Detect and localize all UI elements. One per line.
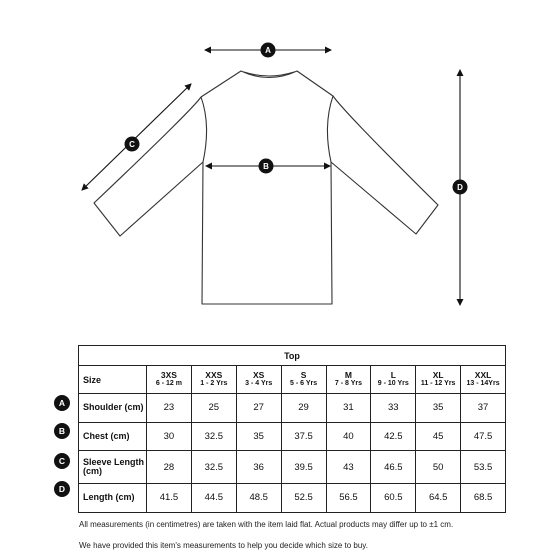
- table-cell: 43: [326, 451, 371, 484]
- size-age: 5 - 6 Yrs: [290, 380, 318, 388]
- table-cell: 28: [147, 451, 192, 484]
- size-col-header: [416, 366, 461, 394]
- row-label: Shoulder (cm): [79, 394, 147, 423]
- measure-d-length: [453, 70, 468, 305]
- table-cell: 33: [371, 394, 416, 423]
- long-sleeve-top-outline: [94, 71, 438, 304]
- table-cell: 29: [281, 394, 326, 423]
- table-cell: 47.5: [461, 422, 506, 451]
- table-cell: 64.5: [416, 484, 461, 513]
- size-age: 13 - 14Yrs: [466, 380, 500, 388]
- marker-c-label: C: [129, 140, 135, 149]
- table-cell: 39.5: [281, 451, 326, 484]
- row-label: Chest (cm): [79, 422, 147, 451]
- table-cell: 23: [147, 394, 192, 423]
- size-chart-table: [78, 345, 506, 513]
- size-name: L: [390, 370, 396, 381]
- table-cell: 40: [326, 422, 371, 451]
- table-cell: 30: [147, 422, 192, 451]
- size-header-row: [79, 366, 506, 394]
- row-shoulder: [79, 394, 506, 423]
- table-cell: 37.5: [281, 422, 326, 451]
- size-col-header: [281, 366, 326, 394]
- size-name: S: [300, 370, 307, 381]
- size-age: 11 - 12 Yrs: [420, 380, 456, 388]
- row-label: Length (cm): [79, 484, 147, 513]
- size-age: 7 - 8 Yrs: [334, 380, 362, 388]
- table-cell: 42.5: [371, 422, 416, 451]
- table-cell: 60.5: [371, 484, 416, 513]
- size-age: 9 - 10 Yrs: [377, 380, 409, 388]
- size-age: 3 - 4 Yrs: [245, 380, 273, 388]
- table-cell: 32.5: [191, 451, 236, 484]
- table-cell: 45: [416, 422, 461, 451]
- size-name: 3XS: [160, 370, 177, 381]
- table-cell: 31: [326, 394, 371, 423]
- size-col-header: [191, 366, 236, 394]
- table-cell: 46.5: [371, 451, 416, 484]
- table-cell: 53.5: [461, 451, 506, 484]
- row-marker-d-icon: D: [54, 481, 70, 497]
- table-cell: 25: [191, 394, 236, 423]
- table-title: Top: [79, 346, 506, 366]
- size-col-header: [236, 366, 281, 394]
- size-name: XL: [432, 370, 444, 381]
- row-marker-a-icon: A: [54, 395, 70, 411]
- size-col-header: [371, 366, 416, 394]
- size-name: M: [344, 370, 352, 381]
- row-marker-c-icon: C: [54, 453, 70, 469]
- table-cell: 68.5: [461, 484, 506, 513]
- sizing-help-note: We have provided this item's measurements to help you decide which size to buy.: [79, 541, 368, 550]
- size-name: XS: [253, 370, 265, 381]
- marker-d-label: D: [457, 183, 463, 192]
- row-label: Sleeve Length (cm): [79, 451, 147, 484]
- table-cell: 36: [236, 451, 281, 484]
- row-length: [79, 484, 506, 513]
- size-name: XXS: [205, 370, 223, 381]
- table-cell: 27: [236, 394, 281, 423]
- marker-a-label: A: [265, 46, 271, 55]
- row-sleeve-length: [79, 451, 506, 484]
- table-cell: 44.5: [191, 484, 236, 513]
- measure-a-shoulder: [205, 43, 331, 58]
- table-title-row: [79, 346, 506, 366]
- measurement-note: All measurements (in centimetres) are taken with the item laid flat. Actual products may differ up to ±1 cm.: [79, 520, 454, 529]
- size-col-header: [147, 366, 192, 394]
- marker-b-label: B: [263, 162, 269, 171]
- table-cell: 52.5: [281, 484, 326, 513]
- table-cell: 35: [236, 422, 281, 451]
- table-cell: 50: [416, 451, 461, 484]
- table-cell: 48.5: [236, 484, 281, 513]
- row-chest: [79, 422, 506, 451]
- size-header-label: Size: [79, 366, 147, 394]
- table-cell: 37: [461, 394, 506, 423]
- table-cell: 56.5: [326, 484, 371, 513]
- size-col-header: [326, 366, 371, 394]
- size-name: XXL: [474, 370, 492, 381]
- table-cell: 41.5: [147, 484, 192, 513]
- table-cell: 32.5: [191, 422, 236, 451]
- size-age: 6 - 12 m: [155, 380, 182, 388]
- table-cell: 35: [416, 394, 461, 423]
- size-age: 1 - 2 Yrs: [200, 380, 228, 388]
- row-marker-b-icon: B: [54, 423, 70, 439]
- size-col-header: [461, 366, 506, 394]
